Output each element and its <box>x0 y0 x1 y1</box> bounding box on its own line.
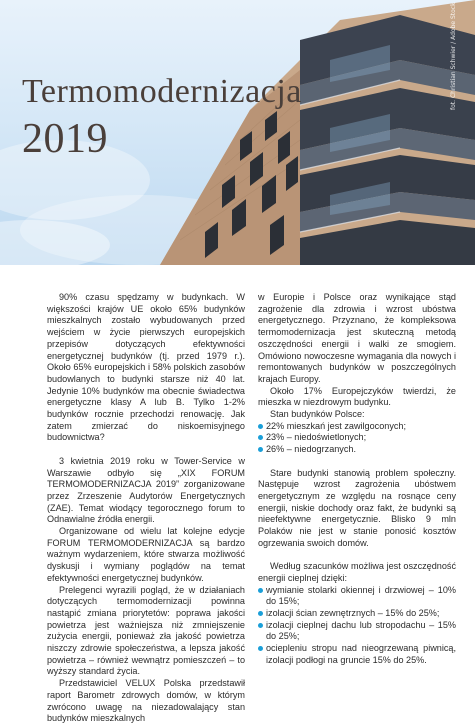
paragraph: 90% czasu spędzamy w budynkach. W większości krajów UE około 65% budynków mieszkalnych zostało wybudowanych przed wejściem w życie pierwszych europejskich przepisów dotyczących efektywności energetycznej budynków (tj. przed 1979 r.). Około 65% europejskich i 58% polskich zasobów budowlanych to budynki starsze niż 40 lat. Jedynie 10% budynków ma obecnie świadectwa energetyczne klasy A lub B. Tylko 1-2% budynków rocznie przechodzi renowację. Jak zatem zmierzać do niskoemisyjnego budownictwa? <box>47 292 245 443</box>
list-item: izolacji ścian zewnętrznych – 15% do 25%; <box>258 608 456 620</box>
paragraph: 3 kwietnia 2019 roku w Tower-Service w Warszawie odbyło się „XIX FORUM TERMOMODERNIZACJA 2019” zorganizowane przez Zrzeszenie Audytorów Energetycznych (ZAE). Temat wiodący tegorocznego forum to Odnawialne źródła energii. <box>47 455 245 525</box>
title-line-2: 2019 <box>22 116 108 162</box>
photo-credit: fot. Christian Schwier / Adobe Stock <box>450 2 457 110</box>
bullet-icon <box>258 588 263 593</box>
paragraph: Według szacunków możliwa jest oszczędność energii cieplnej dzięki: <box>258 561 456 583</box>
list-item: 23% – niedoświetlonych; <box>258 432 456 444</box>
paragraph: w Europie i Polsce oraz wynikające stąd zagrożenie dla zdrowia i wzrost ubóstwa energetycznego. Przyznano, że kompleksowa termomodernizacja jest skuteczną metodą oszczędności energii i walki ze smogiem. Omówiono nowoczesne wymagania dla nowych i remontowanych budynków w poszczególnych krajach Europy. <box>258 292 456 384</box>
bullet-icon <box>258 447 263 452</box>
savings-list <box>258 585 456 667</box>
paragraph: Przedstawiciel VELUX Polska przedstawił raport Barometr zdrowych domów, w którym zwrócono uwagę na niezadowalający stan budynków mieszkalnych <box>47 678 245 724</box>
bullet-icon <box>258 623 263 628</box>
right-column <box>258 292 456 666</box>
list-heading: Stan budynków Polsce: <box>270 409 365 420</box>
bullet-icon <box>258 611 263 616</box>
list-item: izolacji cieplnej dachu lub stropodachu – 15% do 25%; <box>258 620 456 643</box>
list-item: 22% mieszkań jest zawilgoconych; <box>258 421 456 433</box>
bullet-icon <box>258 435 263 440</box>
paragraph: Stare budynki stanowią problem społeczny. Następuje wzrost zagrożenia ubóstwem energetycznym ze względu na rosnące ceny energii, niskie dochody oraz fakt, że budynki są nieefektywne energetycznie. Blisko 9 mln Polaków nie jest w stanie ponosić kosztów ogrzewania swoich domów. <box>258 467 456 548</box>
bullet-icon <box>258 646 263 651</box>
housing-stats-list <box>258 421 456 456</box>
left-column <box>47 292 245 725</box>
title-line-1: Termomodernizacja <box>22 73 302 110</box>
list-item: ociepleniu stropu nad nieogrzewaną piwnicą, izolacji podłogi na gruncie 15% do 25%. <box>258 643 456 666</box>
paragraph: Prelegenci wyrazili pogląd, że w działaniach dotyczących termomodernizacji powinna nastąpić zmiana priorytetów: poprawa jakości powietrza jest ważniejsza niż zmniejszenie zużycia energii, ponieważ zła jakość powietrza niszczy zdrowie społeczeństwa, a lepsza jakość powietrza – również wewnątrz pomieszczeń – to wyższy standard życia. <box>47 584 245 677</box>
paragraph: Około 17% Europejczyków twierdzi, że mieszka w niezdrowym budynku. <box>258 385 456 408</box>
list-item: 26% – niedogrzanych. <box>258 444 456 456</box>
list-item: wymianie stolarki okiennej i drzwiowej – 10% do 15%; <box>258 585 456 608</box>
paragraph: Organizowane od wielu lat kolejne edycje FORUM TERMOMODERNIZACJA są bardzo ważnym wydarzeniem, które stwarza możliwość dyskusji i wymiany poglądów na temat efektywności energetycznej budynków. <box>47 526 245 583</box>
article-title <box>22 72 302 164</box>
bullet-icon <box>258 424 263 429</box>
